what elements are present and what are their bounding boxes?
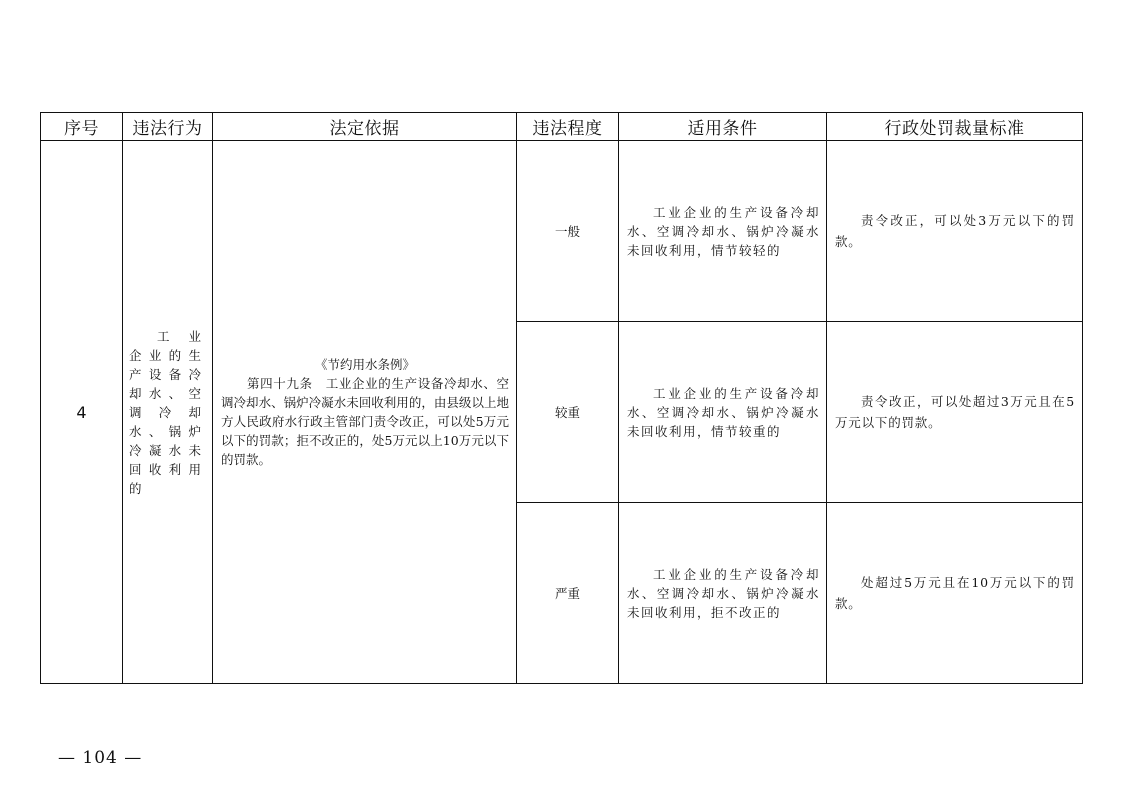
table-row — [41, 141, 1083, 322]
condition-cell — [619, 141, 827, 322]
condition-text: 工业企业的生产设备冷却水、空调冷却水、锅炉冷凝水未回收利用，拒不改正的 — [627, 566, 820, 620]
header-severity: 违法程度 — [517, 113, 619, 141]
penalty-standard-cell — [827, 322, 1083, 503]
condition-text: 工业企业的生产设备冷却水、空调冷却水、锅炉冷凝水未回收利用，情节较重的 — [627, 385, 820, 439]
violation-text: 工业企业的生产设备冷却水、空调冷却水、锅炉冷凝水未回收利用的 — [129, 328, 205, 496]
severity-cell: 较重 — [517, 322, 619, 503]
serial-no-cell: 4 — [41, 141, 123, 684]
violation-cell — [123, 141, 213, 684]
penalty-standards-table — [40, 112, 1083, 684]
table-header-row — [41, 113, 1083, 141]
header-conditions: 适用条件 — [619, 113, 827, 141]
legal-basis-cell — [213, 141, 517, 684]
penalty-standard-text: 责令改正，可以处3万元以下的罚款。 — [835, 213, 1075, 249]
header-penalty-standard: 行政处罚裁量标准 — [827, 113, 1083, 141]
condition-cell — [619, 503, 827, 684]
header-legal-basis: 法定依据 — [213, 113, 517, 141]
severity-cell: 一般 — [517, 141, 619, 322]
header-serial-no: 序号 — [41, 113, 123, 141]
penalty-standard-cell — [827, 141, 1083, 322]
condition-cell — [619, 322, 827, 503]
page-number: — 104 — — [58, 748, 143, 768]
legal-basis-title: 《节约用水条例》 — [314, 357, 415, 372]
penalty-standard-text: 处超过5万元且在10万元以下的罚款。 — [835, 575, 1075, 611]
legal-basis-text: 第四十九条 工业企业的生产设备冷却水、空调冷却水、锅炉冷凝水未回收利用的，由县级以上地方人民政府水行政主管部门责令改正，可以处5万元以下的罚款；拒不改正的，处5万元以上10万元以下的罚款。 — [221, 376, 509, 467]
penalty-standard-cell — [827, 503, 1083, 684]
condition-text: 工业企业的生产设备冷却水、空调冷却水、锅炉冷凝水未回收利用，情节较轻的 — [627, 204, 820, 258]
penalty-standard-text: 责令改正，可以处超过3万元且在5万元以下的罚款。 — [835, 394, 1075, 430]
header-violation: 违法行为 — [123, 113, 213, 141]
severity-cell: 严重 — [517, 503, 619, 684]
